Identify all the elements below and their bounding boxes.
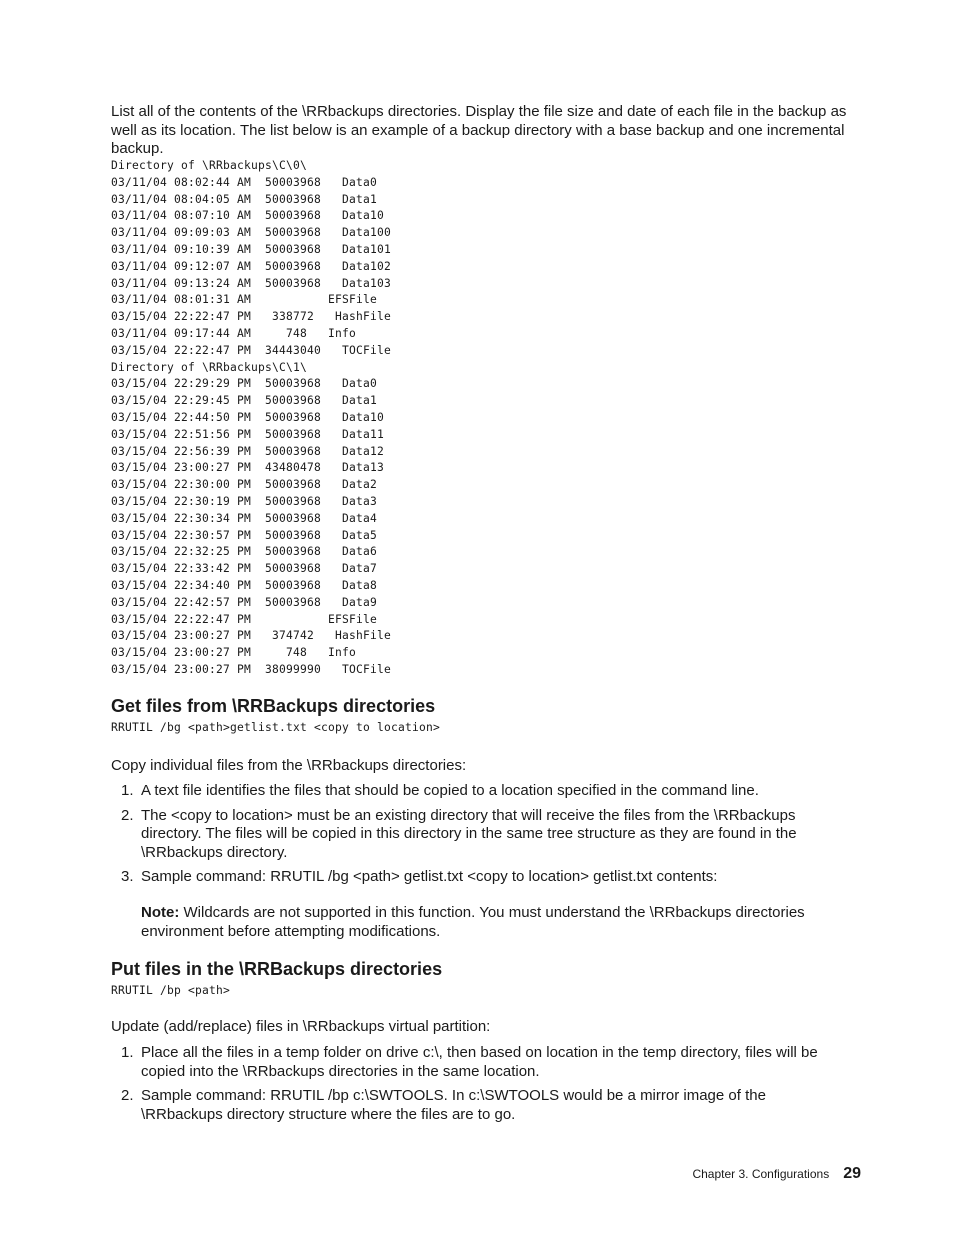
listing-line: 03/15/04 23:00:27 PM 374742 HashFile xyxy=(111,629,392,643)
listing-line: 03/15/04 22:51:56 PM 50003968 Data11 xyxy=(111,427,385,441)
listing-line: 03/15/04 23:00:27 PM 38099990 TOCFile xyxy=(111,662,392,676)
get-files-command: RRUTIL /bg <path>getlist.txt <copy to location> xyxy=(111,721,441,734)
list-number: 1. xyxy=(121,782,134,799)
listing-line: 03/15/04 22:29:29 PM 50003968 Data0 xyxy=(111,377,378,391)
listing-line: 03/15/04 22:30:19 PM 50003968 Data3 xyxy=(111,494,378,508)
listing-line: 03/11/04 08:01:31 AM EFSFile xyxy=(111,293,378,307)
listing-line: 03/11/04 09:13:24 AM 50003968 Data103 xyxy=(111,276,392,290)
listing-line: 03/15/04 22:44:50 PM 50003968 Data10 xyxy=(111,410,385,424)
listing-line: 03/11/04 09:12:07 AM 50003968 Data102 xyxy=(111,259,392,273)
list-text: The <copy to location> must be an existing directory that will receive the files from the \RRbackups directory. The files will be copied in this directory in the same tree structure as they are found in the \RRbackups directory. xyxy=(141,806,797,861)
list-item xyxy=(111,1044,851,1081)
listing-line: 03/15/04 22:30:57 PM 50003968 Data5 xyxy=(111,528,378,542)
list-item xyxy=(111,868,851,887)
get-files-heading: Get files from \RRBackups directories xyxy=(111,696,436,716)
list-item xyxy=(111,1087,851,1124)
list-text: Sample command: RRUTIL /bp c:\SWTOOLS. In c:\SWTOOLS would be a mirror image of the \RRbackups directory structure where the files are to go. xyxy=(141,1087,766,1123)
listing-line: 03/11/04 08:04:05 AM 50003968 Data1 xyxy=(111,192,378,206)
list-number: 2. xyxy=(121,806,134,824)
note-text: Wildcards are not supported in this function. You must understand the \RRbackups directories environment before attempting modifications. xyxy=(141,904,805,940)
listing-line: 03/15/04 22:56:39 PM 50003968 Data12 xyxy=(111,444,385,458)
listing-line: 03/15/04 23:00:27 PM 43480478 Data13 xyxy=(111,461,385,475)
listing-line: 03/11/04 08:02:44 AM 50003968 Data0 xyxy=(111,175,378,189)
list-number: 2. xyxy=(121,1087,134,1104)
listing-line: 03/15/04 22:22:47 PM 338772 HashFile xyxy=(111,310,392,324)
listing-line: 03/15/04 22:32:25 PM 50003968 Data6 xyxy=(111,545,378,559)
put-files-steps xyxy=(111,1044,851,1130)
list-text: A text file identifies the files that should be copied to a location specified in the command line. xyxy=(141,782,759,799)
listing-line: 03/11/04 09:09:03 AM 50003968 Data100 xyxy=(111,226,392,240)
page-number: 29 xyxy=(843,1165,861,1182)
list-number: 1. xyxy=(121,1044,134,1061)
listing-line: 03/15/04 22:30:34 PM 50003968 Data4 xyxy=(111,511,378,525)
note-label: Note: xyxy=(141,904,180,921)
listing-line: Directory of \RRbackups\C\0\ xyxy=(111,159,308,172)
listing-line: 03/11/04 08:07:10 AM 50003968 Data10 xyxy=(111,209,385,223)
listing-line: Directory of \RRbackups\C\1\ xyxy=(111,360,308,374)
listing-line: 03/15/04 22:42:57 PM 50003968 Data9 xyxy=(111,595,378,609)
put-files-intro: Update (add/replace) files in \RRbackups virtual partition: xyxy=(111,1018,491,1035)
listing-line: 03/15/04 22:22:47 PM 34443040 TOCFile xyxy=(111,343,392,357)
note-box xyxy=(141,904,851,941)
put-files-heading: Put files in the \RRBackups directories xyxy=(111,959,443,979)
put-files-command: RRUTIL /bp <path> xyxy=(111,984,231,997)
listing-line: 03/15/04 22:34:40 PM 50003968 Data8 xyxy=(111,578,378,592)
listing-line: 03/15/04 22:33:42 PM 50003968 Data7 xyxy=(111,562,378,576)
listing-line: 03/15/04 23:00:27 PM 748 Info xyxy=(111,646,357,660)
list-item xyxy=(111,807,851,863)
listing-line: 03/15/04 22:29:45 PM 50003968 Data1 xyxy=(111,394,378,408)
get-files-intro: Copy individual files from the \RRbackups directories: xyxy=(111,757,467,774)
get-files-steps xyxy=(111,782,851,893)
listing-line: 03/15/04 22:22:47 PM EFSFile xyxy=(111,612,378,626)
page-footer xyxy=(692,1165,861,1183)
listing-line: 03/11/04 09:17:44 AM 748 Info xyxy=(111,326,357,340)
list-number: 3. xyxy=(121,868,134,885)
chapter-label: Chapter 3. Configurations xyxy=(692,1167,830,1181)
list-text: Place all the files in a temp folder on drive c:\, then based on location in the temp directory, files will be copied into the \RRbackups directories in the same location. xyxy=(141,1044,818,1080)
listing-line: 03/15/04 22:30:00 PM 50003968 Data2 xyxy=(111,478,378,492)
list-item xyxy=(111,782,851,801)
directory-listing xyxy=(111,158,391,679)
list-text: Sample command: RRUTIL /bg <path> getlist.txt <copy to location> getlist.txt contents: xyxy=(141,868,718,885)
intro-paragraph: List all of the contents of the \RRbackups directories. Display the file size and date of each file in the backup as well as its location. The list below is an example of a backup directory with a base backup and one incremental backup. xyxy=(111,103,847,157)
listing-line: 03/11/04 09:10:39 AM 50003968 Data101 xyxy=(111,242,392,256)
